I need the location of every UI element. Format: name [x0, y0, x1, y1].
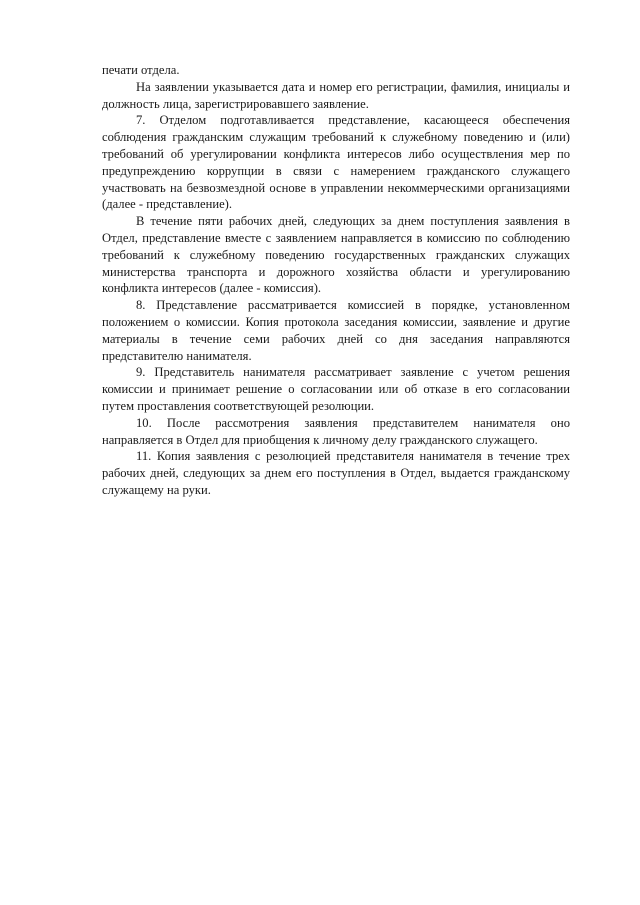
- paragraph-continuation: печати отдела.: [102, 63, 180, 77]
- paragraph-commission-referral: В течение пяти рабочих дней, следующих за днем поступления заявления в Отдел, представление вместе с заявлением направляется в комиссию по соблюдению требований к служебному поведению государственных гражданских служащих министерства транспорта и дорожного хозяйства области и урегулированию конфликта интересов (далее - комиссия).: [102, 214, 570, 296]
- paragraph-item-8: 8. Представление рассматривается комиссией в порядке, установленном положением о комиссии. Копия протокола заседания комиссии, заявление и другие материалы в течение семи рабочих дней со дня заседания направляются представителю нанимателя.: [102, 298, 570, 363]
- paragraph-item-11: 11. Копия заявления с резолюцией представителя нанимателя в течение трех рабочих дней, следующих за днем его поступления в Отдел, выдается гражданскому служащему на руки.: [102, 449, 570, 497]
- document-page: [102, 62, 570, 499]
- paragraph-registration-note: На заявлении указывается дата и номер его регистрации, фамилия, инициалы и должность лица, зарегистрировавшего заявление.: [102, 79, 570, 111]
- paragraph-item-9: 9. Представитель нанимателя рассматривает заявление с учетом решения комиссии и принимает решение о согласовании или об отказе в его согласовании путем проставления соответствующей резолюции.: [102, 365, 570, 413]
- paragraph-item-10: 10. После рассмотрения заявления представителем нанимателя оно направляется в Отдел для приобщения к личному делу гражданского служащего.: [102, 415, 570, 447]
- paragraph-item-7: 7. Отделом подготавливается представление, касающееся обеспечения соблюдения гражданским служащим требований к служебному поведению и (или) требований об урегулировании конфликта интересов либо осуществления мер по предупреждению коррупции в связи с намерением гражданского служащего участвовать на безвозмездной основе в управлении некоммерческими организациями (далее - представление).: [102, 113, 570, 212]
